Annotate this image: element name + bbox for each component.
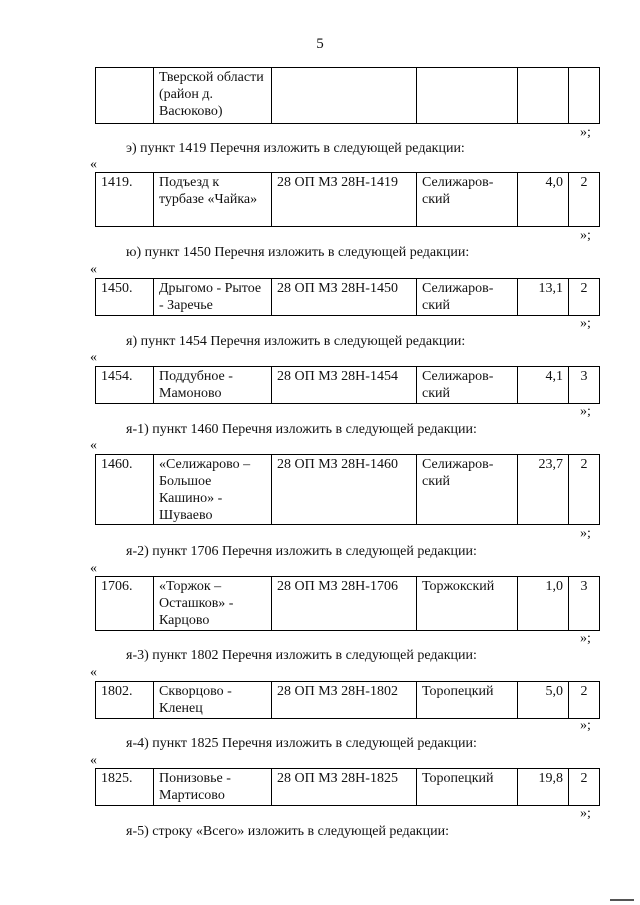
cell-district: Селижаров-ский	[417, 279, 518, 316]
cell-road-name: Скворцово - Кленец	[154, 682, 272, 719]
cell-category: 2	[569, 682, 600, 719]
cell-number: 1825.	[96, 769, 154, 806]
amendment-paragraph: я-3) пункт 1802 Перечня изложить в следующей редакции:	[126, 648, 477, 663]
cell-number: 1454.	[96, 367, 154, 404]
opening-quote: «	[90, 561, 97, 576]
cell-number: 1802.	[96, 682, 154, 719]
cell-road-name: Подъезд к турбазе «Чайка»	[154, 173, 272, 227]
cell-road-code	[272, 68, 417, 124]
cell-number: 1450.	[96, 279, 154, 316]
cell-number: 1419.	[96, 173, 154, 227]
closing-quote: »;	[580, 718, 591, 733]
closing-quote: »;	[580, 631, 591, 646]
cell-length: 19,8	[518, 769, 569, 806]
cell-length: 13,1	[518, 279, 569, 316]
cell-number: 1460.	[96, 455, 154, 525]
cell-road-code: 28 ОП МЗ 28Н-1706	[272, 577, 417, 631]
cell-district	[417, 68, 518, 124]
closing-quote: »;	[580, 125, 591, 140]
opening-quote: «	[90, 157, 97, 172]
cell-road-code: 28 ОП МЗ 28Н-1454	[272, 367, 417, 404]
cell-road-name: Понизовье - Мартисово	[154, 769, 272, 806]
cell-category: 3	[569, 367, 600, 404]
cell-category: 2	[569, 173, 600, 227]
opening-quote: «	[90, 438, 97, 453]
closing-quote: »;	[580, 228, 591, 243]
closing-quote: »;	[580, 806, 591, 821]
table-row	[95, 278, 600, 316]
table-row	[95, 768, 600, 806]
cell-road-name: Поддубное - Мамоново	[154, 367, 272, 404]
cell-number: 1706.	[96, 577, 154, 631]
cell-road-name: Тверской области (район д. Васюково)	[154, 68, 272, 124]
amendment-paragraph: я-2) пункт 1706 Перечня изложить в следующей редакции:	[126, 544, 477, 559]
page-number: 5	[316, 36, 324, 52]
cell-length: 1,0	[518, 577, 569, 631]
cell-road-code: 28 ОП МЗ 28Н-1825	[272, 769, 417, 806]
table-row	[95, 172, 600, 227]
cell-number	[96, 68, 154, 124]
cell-road-code: 28 ОП МЗ 28Н-1450	[272, 279, 417, 316]
cell-district: Торжокский	[417, 577, 518, 631]
closing-quote: »;	[580, 316, 591, 331]
cell-category: 2	[569, 769, 600, 806]
opening-quote: «	[90, 262, 97, 277]
cell-road-name: Дрыгомо - Рытое - Заречье	[154, 279, 272, 316]
table-row	[95, 681, 600, 719]
cell-road-name: «Торжок – Осташков» - Карцово	[154, 577, 272, 631]
cell-district: Торопецкий	[417, 769, 518, 806]
opening-quote: «	[90, 753, 97, 768]
cell-road-name: «Селижарово – Большое Кашино» - Шуваево	[154, 455, 272, 525]
table-row	[95, 366, 600, 404]
closing-quote: »;	[580, 526, 591, 541]
cell-district: Селижаров-ский	[417, 455, 518, 525]
cell-road-code: 28 ОП МЗ 28Н-1460	[272, 455, 417, 525]
amendment-paragraph: я) пункт 1454 Перечня изложить в следующей редакции:	[126, 334, 466, 349]
cell-category: 3	[569, 577, 600, 631]
scan-mark	[610, 899, 634, 901]
cell-category	[569, 68, 600, 124]
amendment-paragraph: э) пункт 1419 Перечня изложить в следующей редакции:	[126, 141, 465, 156]
amendment-paragraph-final: я-5) строку «Всего» изложить в следующей редакции:	[126, 824, 449, 839]
amendment-paragraph: я-4) пункт 1825 Перечня изложить в следующей редакции:	[126, 736, 477, 751]
cell-road-code: 28 ОП МЗ 28Н-1802	[272, 682, 417, 719]
amendment-paragraph: я-1) пункт 1460 Перечня изложить в следующей редакции:	[126, 422, 477, 437]
cell-district: Селижаров-ский	[417, 173, 518, 227]
closing-quote: »;	[580, 404, 591, 419]
cell-district: Селижаров-ский	[417, 367, 518, 404]
cell-length: 5,0	[518, 682, 569, 719]
table-row	[95, 576, 600, 631]
opening-quote: «	[90, 665, 97, 680]
cell-category: 2	[569, 279, 600, 316]
table-row	[95, 67, 600, 124]
cell-category: 2	[569, 455, 600, 525]
opening-quote: «	[90, 350, 97, 365]
cell-road-code: 28 ОП МЗ 28Н-1419	[272, 173, 417, 227]
cell-length: 4,1	[518, 367, 569, 404]
amendment-paragraph: ю) пункт 1450 Перечня изложить в следующей редакции:	[126, 245, 470, 260]
cell-length	[518, 68, 569, 124]
cell-length: 4,0	[518, 173, 569, 227]
cell-district: Торопецкий	[417, 682, 518, 719]
cell-length: 23,7	[518, 455, 569, 525]
table-row	[95, 454, 600, 525]
